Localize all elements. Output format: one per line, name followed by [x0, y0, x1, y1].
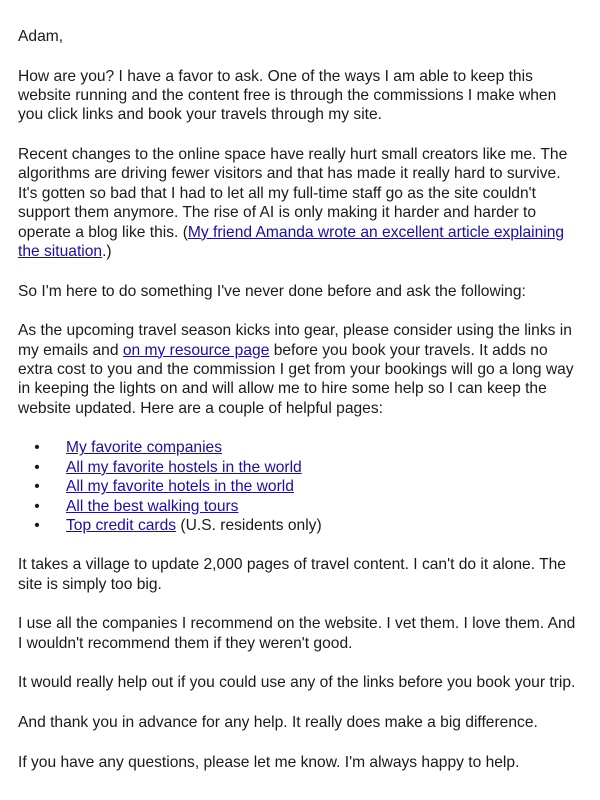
- greeting: Adam,: [18, 28, 64, 45]
- paragraph-ask: So I'm here to do something I've never done before and ask the following:: [18, 282, 526, 300]
- paragraph-changes: [18, 145, 582, 261]
- favorite-hotels-link[interactable]: All my favorite hotels in the world: [66, 478, 294, 496]
- list-item: [18, 516, 582, 535]
- paragraph-season: [18, 321, 582, 418]
- list-item: [18, 497, 582, 516]
- paragraph-season-after: before you book your travels. It adds no extra cost to you and the commission I get from your bookings will go a long way in keeping the lights on and will allow me to hire some help so I can keep the website updated. Here are a couple of helpful pages:: [18, 341, 574, 417]
- paragraph-questions: If you have any questions, please let me know. I'm always happy to help.: [18, 753, 520, 771]
- list-item: [18, 477, 582, 496]
- helpful-pages-list: [18, 438, 582, 535]
- resource-page-link[interactable]: on my resource page: [122, 341, 270, 359]
- list-item: [18, 438, 582, 457]
- paragraph-changes-after: .): [102, 243, 112, 261]
- walking-tours-link[interactable]: All the best walking tours: [66, 497, 239, 515]
- favorite-hostels-link[interactable]: All my favorite hostels in the world: [66, 458, 302, 476]
- paragraph-vet: I use all the companies I recommend on the website. I vet them. I love them. And I wouldn't recommend them if they weren't good.: [18, 615, 576, 652]
- amanda-article-link[interactable]: My friend Amanda wrote an excellent article explaining the situation: [18, 223, 565, 261]
- paragraph-season-before: As the upcoming travel season kicks into gear, please consider using the links in my emails and: [18, 322, 572, 359]
- bullet-icon: •: [34, 478, 40, 496]
- paragraph-thanks: And thank you in advance for any help. It really does make a big difference.: [18, 714, 538, 732]
- bullet-icon: •: [34, 439, 40, 457]
- credit-cards-link[interactable]: Top credit cards: [66, 517, 177, 535]
- list-item-suffix: (U.S. residents only): [176, 517, 322, 535]
- paragraph-help-out: It would really help out if you could use any of the links before you book your trip.: [18, 674, 576, 692]
- bullet-icon: •: [34, 458, 40, 476]
- bullet-icon: •: [34, 517, 40, 535]
- paragraph-favor: How are you? I have a favor to ask. One of the ways I am able to keep this website running and the content free is through the commissions I make when you click links and book your travels through my site.: [18, 67, 557, 124]
- bullet-icon: •: [34, 497, 40, 515]
- list-item: [18, 458, 582, 477]
- paragraph-changes-text: Recent changes to the online space have really hurt small creators like me. The algorithms are driving fewer visitors and that has made it really hard to survive. It's gotten so bad that I had to let all my full-time staff go as the site couldn't support them anymore. The rise of AI is only making it harder and harder to operate a blog like this. (: [18, 146, 568, 241]
- favorite-companies-link[interactable]: My favorite companies: [66, 439, 222, 457]
- paragraph-village: It takes a village to update 2,000 pages of travel content. I can't do it alone. The site is simply too big.: [18, 556, 566, 593]
